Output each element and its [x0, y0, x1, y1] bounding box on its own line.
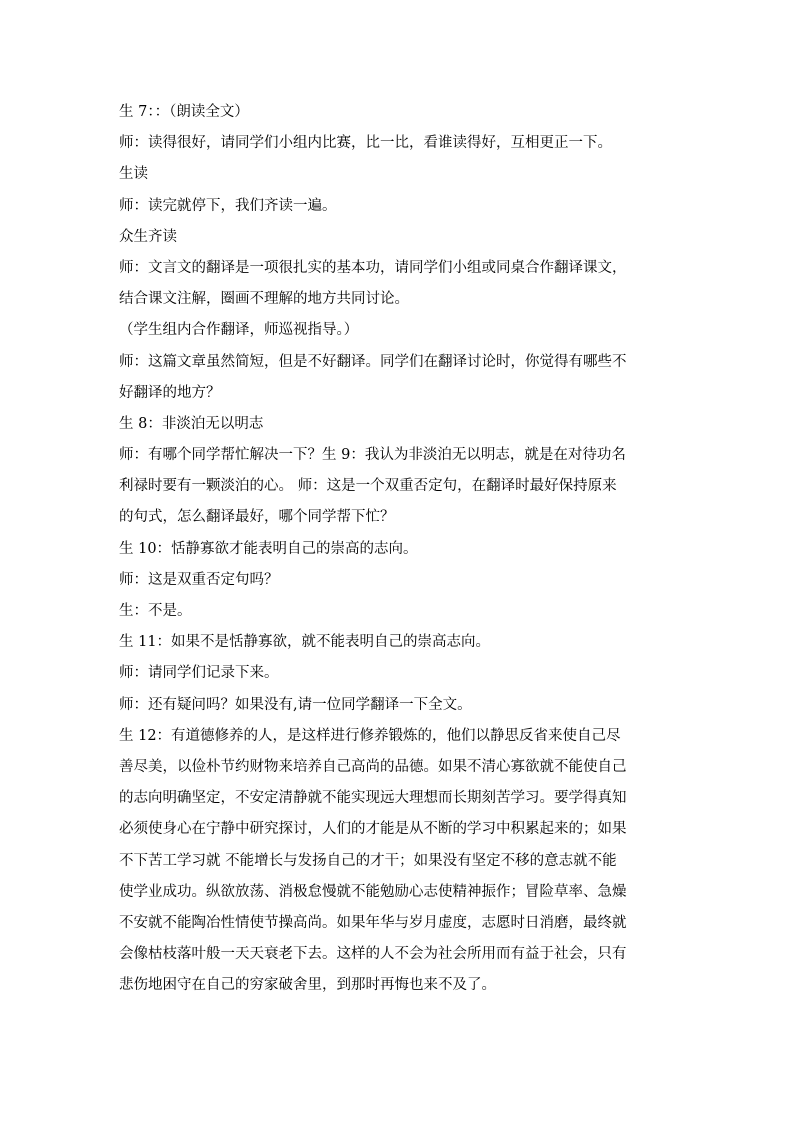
text-line: 生 7：：（朗读全文）	[119, 104, 249, 120]
text-line: 师：这是双重否定句吗？	[119, 571, 279, 588]
text-line: 必须使身心在宁静中研究探讨，人们的才能是从不断的学习中积累起来的；如果	[119, 821, 627, 838]
text-line: 众生齐读	[119, 228, 177, 245]
text-line: 师：有哪个同学帮忙解决一下？生 9：我认为非淡泊无以明志，就是在对待功名	[119, 447, 626, 464]
document-body	[119, 97, 679, 1001]
text-line: （学生组内合作翻译，师巡视指导。）	[119, 322, 359, 339]
text-line: 使学业成功。纵欲放荡、消极怠慢就不能勉励心志使精神振作；冒险草率、急燥	[119, 883, 627, 900]
text-line: 生：不是。	[119, 603, 192, 619]
text-line: 结合课文注解，圈画不理解的地方共同讨论。	[119, 291, 409, 308]
text-line: 利禄时要有一颗淡泊的心。 师：这是一个双重否定句，在翻译时最好保持原来	[119, 478, 617, 495]
text-line: 师：这篇文章虽然简短，但是不好翻译。同学们在翻译讨论时，你觉得有哪些不	[119, 353, 627, 370]
text-line: 生 10：恬静寡欲才能表明自己的崇高的志向。	[119, 540, 418, 557]
text-line: 师：请同学们记录下来。	[119, 665, 279, 682]
text-line: 师：还有疑问吗？如果没有,请一位同学翻译一下全文。	[119, 696, 472, 713]
text-line: 师：读完就停下，我们齐读一遍。	[119, 197, 337, 214]
text-line: 会像枯枝落叶般一天天衰老下去。这样的人不会为社会所用而有益于社会，只有	[119, 946, 627, 963]
text-line: 善尽美，以俭朴节约财物来培养自己高尚的品德。如果不清心寡欲就不能使自己	[119, 758, 627, 775]
text-line: 师：读得很好，请同学们小组内比赛，比一比，看谁读得好，互相更正一下。	[119, 135, 612, 152]
text-line: 生 11：如果不是恬静寡欲，就不能表明自己的崇高志向。	[119, 634, 491, 651]
text-line: 好翻译的地方？	[119, 384, 221, 401]
text-line: 师：文言文的翻译是一项很扎实的基本功，请同学们小组或同桌合作翻译课文，	[119, 259, 627, 276]
text-line: 生 8：非淡泊无以明志	[119, 415, 264, 432]
text-line: 的志向明确坚定，不安定清静就不能实现远大理想而长期刻苦学习。要学得真知	[119, 790, 627, 807]
text-line: 不安就不能陶冶性情使节操高尚。如果年华与岁月虚度，志愿时日消磨，最终就	[119, 914, 627, 931]
text-line: 悲伤地困守在自己的穷家破舍里，到那时再悔也来不及了。	[119, 977, 496, 994]
text-line: 的句式，怎么翻译最好，哪个同学帮下忙？	[119, 509, 395, 526]
text-line: 不下苦工学习就 不能增长与发扬自己的才干；如果没有坚定不移的意志就不能	[119, 852, 617, 869]
text-line: 生读	[119, 166, 148, 183]
text-line: 生 12：有道德修养的人，是这样进行修养锻炼的，他们以静思反省来使自己尽	[119, 727, 621, 744]
